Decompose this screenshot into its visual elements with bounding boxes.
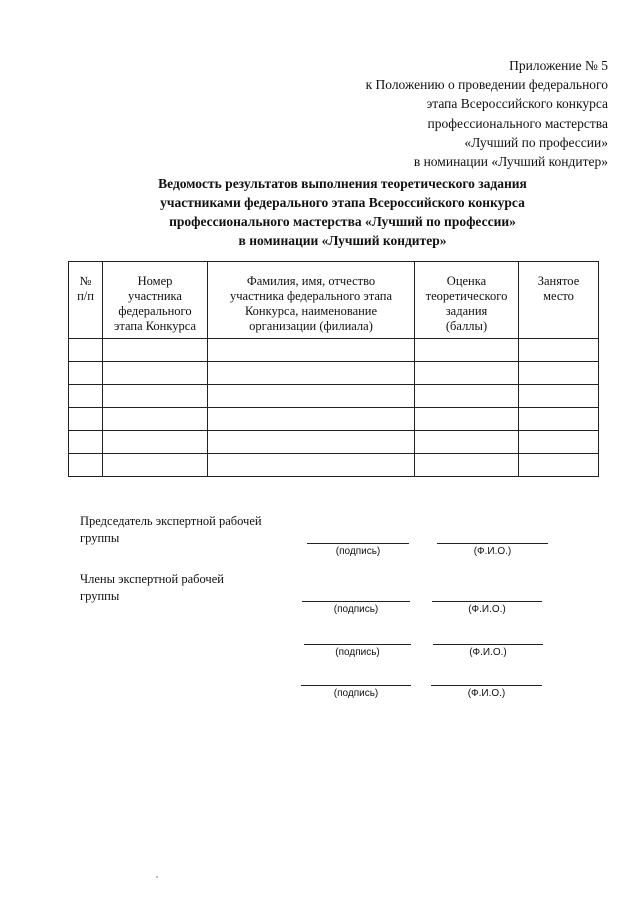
- table-cell: [208, 362, 415, 385]
- name-caption: (Ф.И.О.): [469, 647, 507, 658]
- appendix-line: «Лучший по профессии»: [464, 134, 608, 150]
- table-cell: [69, 454, 103, 477]
- title-line: Ведомость результатов выполнения теоретического задания: [158, 176, 527, 191]
- table-row: [69, 385, 599, 408]
- table-cell: [69, 408, 103, 431]
- signature-caption: (подпись): [333, 688, 379, 699]
- signature-line: [307, 543, 409, 544]
- table-cell: [69, 431, 103, 454]
- table-cell: [103, 385, 208, 408]
- appendix-number: Приложение № 5: [509, 58, 608, 73]
- table-cell: [208, 339, 415, 362]
- table-cell: [519, 454, 599, 477]
- table-cell: [69, 362, 103, 385]
- table-row: [69, 408, 599, 431]
- appendix-line: этапа Всероссийского конкурса: [426, 96, 608, 112]
- chairman-label-line1: Председатель экспертной рабочей: [80, 514, 262, 528]
- table-cell: [69, 339, 103, 362]
- signature-line: [304, 644, 411, 645]
- table-row: [69, 431, 599, 454]
- table-cell: [415, 454, 519, 477]
- chairman-label-line2: группы: [80, 531, 120, 545]
- title-line: участниками федерального этапа Всероссийского конкурса: [160, 195, 525, 210]
- table-cell: [415, 339, 519, 362]
- table-cell: [103, 362, 208, 385]
- name-line: [433, 644, 543, 645]
- table-row: [69, 339, 599, 362]
- table-cell: [415, 408, 519, 431]
- name-caption: (Ф.И.О.): [468, 604, 506, 615]
- header-participant-number: Номер участника федерального этапа Конкурса: [103, 262, 208, 339]
- table-row: [69, 362, 599, 385]
- appendix-line: профессионального мастерства: [427, 115, 608, 131]
- name-line: [432, 601, 542, 602]
- table-cell: [103, 454, 208, 477]
- title-line: в номинации «Лучший кондитер»: [238, 233, 447, 248]
- table-header-row: [69, 262, 599, 339]
- table-cell: [208, 408, 415, 431]
- appendix-line: в номинации «Лучший кондитер»: [413, 154, 608, 170]
- name-caption: (Ф.И.О.): [473, 546, 512, 557]
- header-full-name: Фамилия, имя, отчество участника федерального этапа Конкурса, наименование организации (филиала): [208, 262, 415, 339]
- members-label-line1: Члены экспертной рабочей: [80, 572, 224, 586]
- table-cell: [208, 385, 415, 408]
- signature-line: [302, 601, 410, 602]
- title-line: профессионального мастерства «Лучший по профессии»: [169, 214, 516, 229]
- name-caption: (Ф.И.О.): [467, 688, 506, 699]
- signature-caption: (подпись): [333, 604, 379, 615]
- appendix-line: к Положению о проведении федерального: [365, 77, 608, 93]
- signature-caption: (подпись): [335, 647, 380, 658]
- header-score: Оценка теоретического задания (баллы): [415, 262, 519, 339]
- table-cell: [415, 385, 519, 408]
- table-cell: [519, 431, 599, 454]
- table-cell: [208, 431, 415, 454]
- signature-line: [301, 685, 411, 686]
- table-cell: [519, 339, 599, 362]
- table-body: [69, 339, 599, 477]
- results-table: [68, 261, 599, 477]
- members-label: [80, 571, 224, 605]
- table-cell: [415, 362, 519, 385]
- table-cell: [208, 454, 415, 477]
- table-cell: [519, 408, 599, 431]
- appendix-header: [366, 56, 608, 171]
- header-number: № п/п: [69, 262, 103, 339]
- table-cell: [519, 362, 599, 385]
- table-cell: [103, 339, 208, 362]
- table-cell: [519, 385, 599, 408]
- table-cell: [69, 385, 103, 408]
- table-cell: [415, 431, 519, 454]
- signature-caption: (подпись): [335, 546, 381, 557]
- members-label-line2: группы: [80, 589, 120, 603]
- header-place: Занятое место: [519, 262, 599, 339]
- name-line: [431, 685, 542, 686]
- document-title: [120, 174, 565, 250]
- chairman-label: [80, 513, 262, 547]
- table-row: [69, 454, 599, 477]
- scan-speck: [156, 876, 158, 878]
- table-cell: [103, 431, 208, 454]
- name-line: [437, 543, 548, 544]
- table-cell: [103, 408, 208, 431]
